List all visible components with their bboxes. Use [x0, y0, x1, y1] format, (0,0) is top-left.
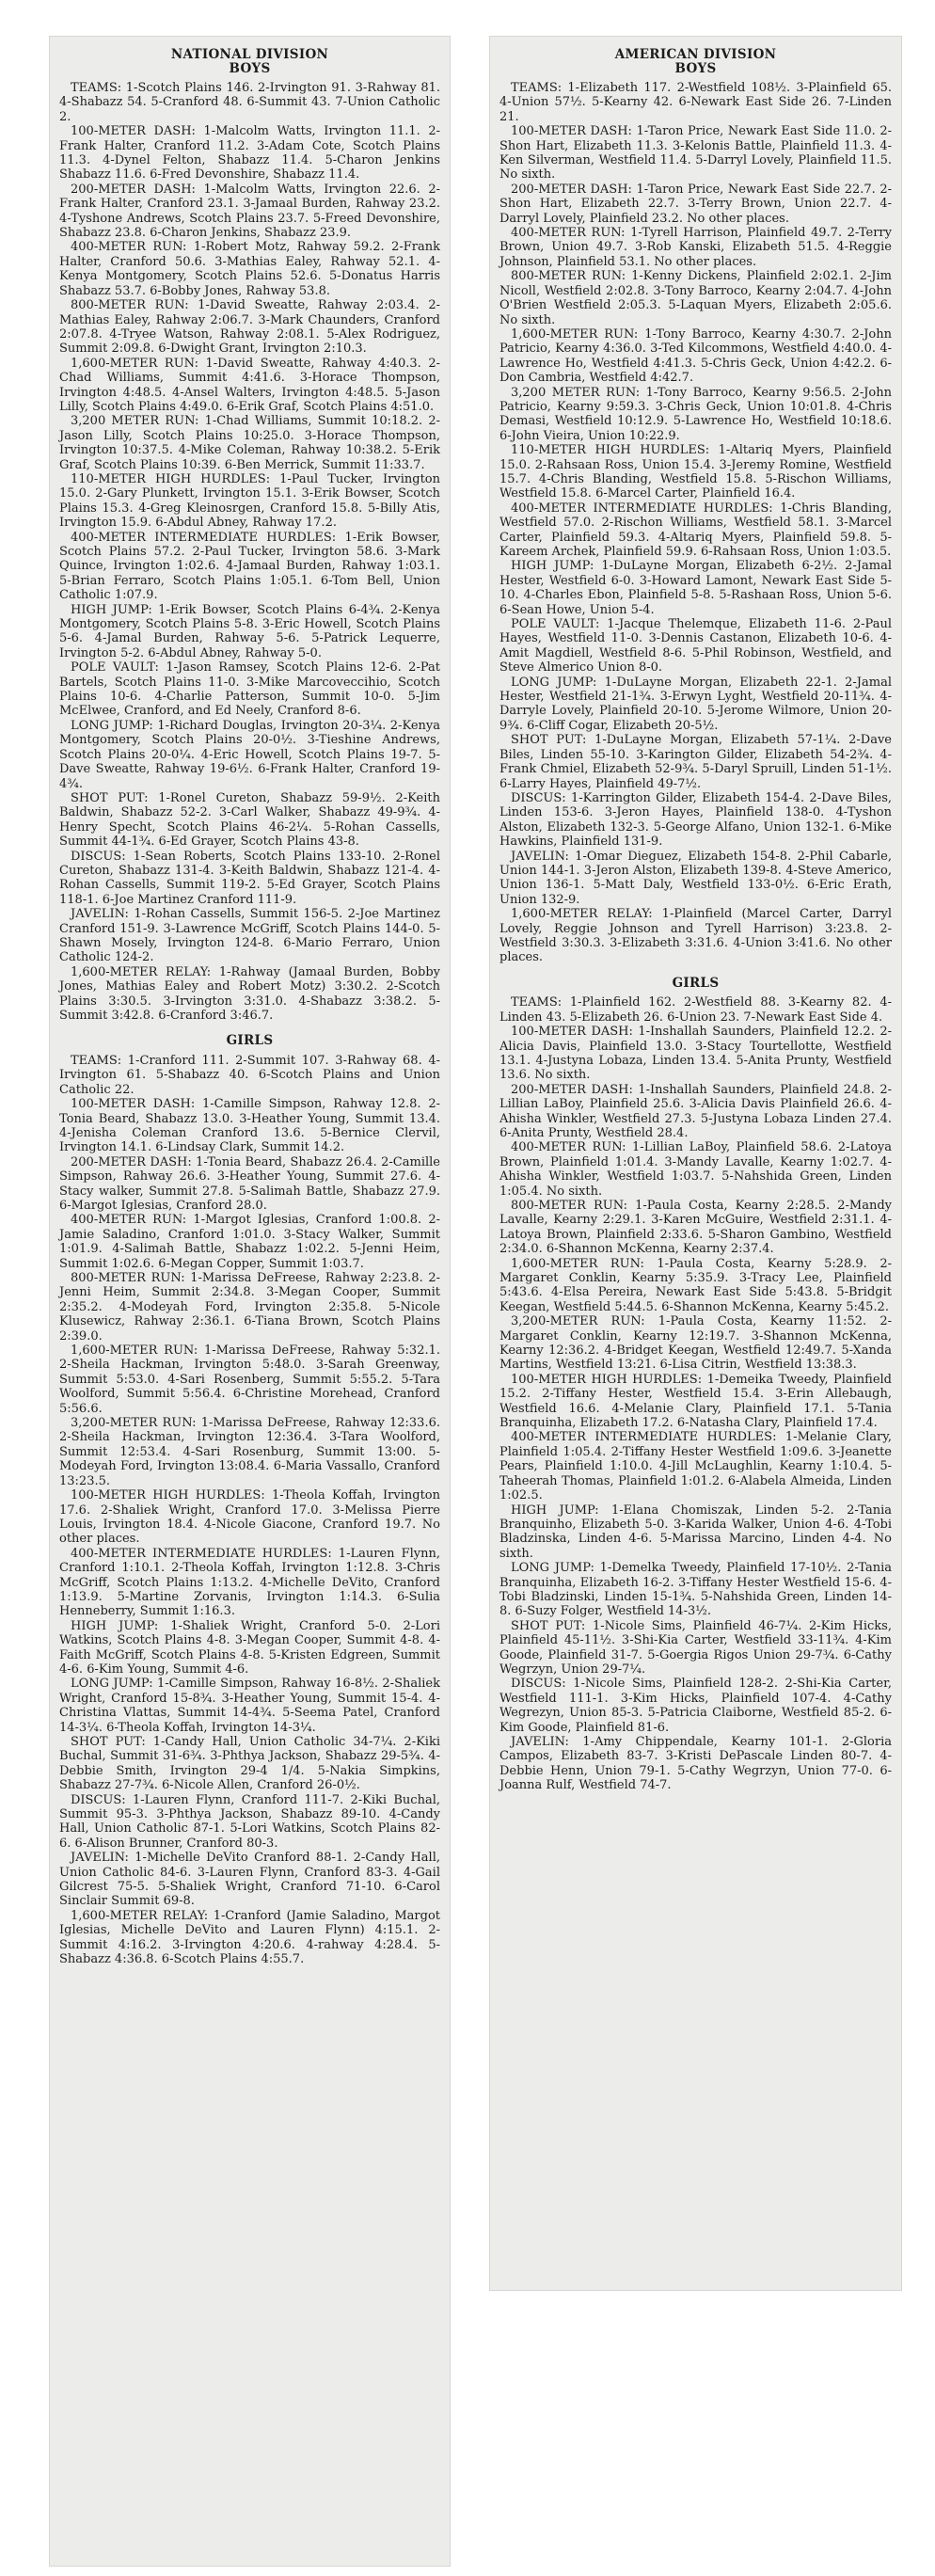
result-long-jump: LONG JUMP: 1-DuLayne Morgan, Elizabeth 22-1. 2-Jamal Hester, Westfield 21-1¾. 3-Erwyn Lyght, Westfield 20-11¾. 4-Darryle Lovely, Plainfield 20-10. 5-Jerome Wilmore, Union 20-9¾. 6-Cliff Cogar, Elizabeth 20-5½.	[499, 675, 892, 733]
result-high-jump: HIGH JUMP: 1-Shaliek Wright, Cranford 5-0. 2-Lori Watkins, Scotch Plains 4-8. 3-Megan Cooper, Summit 4-8. 4-Faith McGriff, Scotch Plains 4-8. 5-Kristen Edgreen, Summit 4-6. 6-Kim Young, Summit 4-6.	[59, 1618, 440, 1677]
national-division-heading	[59, 48, 440, 75]
result-discus: DISCUS: 1-Nicole Sims, Plainfield 128-2. 2-Shi-Kia Carter, Westfield 111-1. 3-Kim Hicks, Plainfield 107-4. 4-Cathy Wegrezyn, Union 85-3. 5-Patricia Claiborne, Westfield 85-2. 6-Kim Goode, Plainfield 81-6.	[499, 1677, 892, 1735]
result-100m-dash: 100-METER DASH: 1-Inshallah Saunders, Plainfield 12.2. 2-Alicia Davis, Plainfield 13.0. 3-Stacy Tourtellotte, Westfield 13.1. 4-Justyna Lobaza, Linden 13.4. 5-Anita Prunty, Westfield 13.6. No sixth.	[499, 1025, 892, 1083]
result-long-jump: LONG JUMP: 1-Camille Simpson, Rahway 16-8½. 2-Shaliek Wright, Cranford 15-8¾. 3-Heather Young, Summit 15-4. 4-Christina Vlattas, Summit 14-4¾. 5-Seema Patel, Cranford 14-3¼. 6-Theola Koffah, Irvington 14-3¼.	[59, 1677, 440, 1735]
result-200m-dash: 200-METER DASH: 1-Inshallah Saunders, Plainfield 24.8. 2-Lillian LaBoy, Plainfield 25.6. 3-Alicia Davis Plainfield 26.6. 4-Ahisha Winkler, Westfield 27.3. 5-Justyna Lobaza Linden 27.4. 6-Anita Prunty, Westfield 28.4.	[499, 1082, 892, 1140]
result-3200m-run: 3,200-METER RUN: 1-Paula Costa, Kearny 11:52. 2-Margaret Conklin, Kearny 12:19.7. 3-Shannon McKenna, Kearny 12:36.2. 4-Bridget Keegan, Westfield 12:49.7. 5-Xanda Martins, Westfield 13:21. 6-Lisa Citrin, Westfield 13:38.3.	[499, 1314, 892, 1373]
result-200m-dash: 200-METER DASH: 1-Malcolm Watts, Irvington 22.6. 2-Frank Halter, Cranford 23.1. 3-Jamaal Burden, Rahway 23.2. 4-Tyshone Andrews, Scotch Plains 23.7. 5-Freed Devonshire, Shabazz 23.8. 6-Charon Jenkins, Shabazz 23.9.	[59, 182, 440, 241]
result-1600m-run: 1,600-METER RUN: 1-David Sweatte, Rahway 4:40.3. 2-Chad Williams, Summit 4:41.6. 3-Horace Thompson, Irvington 4:48.5. 4-Ansel Walters, Irvington 4:48.5. 5-Jason Lilly, Scotch Plains 4:49.0. 6-Erik Graf, Scotch Plains 4:51.0.	[59, 356, 440, 414]
result-400m-run: 400-METER RUN: 1-Lillian LaBoy, Plainfield 58.6. 2-Latoya Brown, Plainfield 1:01.4. 3-Mandy Lavalle, Kearny 1:02.7. 4-Ahisha Winkler, Westfield 1:03.7. 5-Nahshida Green, Linden 1:05.4. No sixth.	[499, 1140, 892, 1199]
american-girls-heading: GIRLS	[672, 975, 720, 991]
result-100m-dash: 100-METER DASH: 1-Malcolm Watts, Irvington 11.1. 2-Frank Halter, Cranford 11.2. 3-Adam Cote, Scotch Plains 11.3. 4-Dynel Felton, Shabazz 11.4. 5-Charon Jenkins Shabazz 11.6. 6-Fred Devonshire, Shabazz 11.4.	[59, 124, 440, 183]
result-800m-run: 800-METER RUN: 1-Marissa DeFreese, Rahway 2:23.8. 2-Jenni Heim, Summit 2:34.8. 3-Megan Cooper, Summit 2:35.2. 4-Modeyah Ford, Irvington 2:35.8. 5-Nicole Klusewicz, Rahway 2:36.1. 6-Tiana Brown, Scotch Plains 2:39.0.	[59, 1271, 440, 1344]
result-1600m-relay: 1,600-METER RELAY: 1-Plainfield (Marcel Carter, Darryl Lovely, Reggie Johnson and Tyrell Harrison) 3:23.8. 2-Westfield 3:30.3. 3-Elizabeth 3:31.6. 4-Union 3:41.6. No other places.	[499, 907, 892, 965]
result-teams: TEAMS: 1-Scotch Plains 146. 2-Irvington 91. 3-Rahway 81. 4-Shabazz 54. 5-Cranford 48. 6-Summit 43. 7-Union Catholic 2.	[59, 81, 440, 124]
result-javelin: JAVELIN: 1-Amy Chippendale, Kearny 101-1. 2-Gloria Campos, Elizabeth 83-7. 3-Kristi DePascale Linden 80-7. 4-Debbie Henn, Union 79-1. 5-Cathy Wegrzyn, Union 77-0. 6-Joanna Rulf, Westfield 74-7.	[499, 1735, 892, 1793]
result-3200m-run: 3,200 METER RUN: 1-Tony Barroco, Kearny 9:56.5. 2-John Patricio, Kearny 9:59.3. 3-Chris Geck, Union 10:01.8. 4-Chris Demasi, Westfield 10:12.9. 5-Lawrence Ho, Westfield 10:18.6. 6-John Vieira, Union 10:22.9.	[499, 385, 892, 443]
american-girls-results	[499, 995, 892, 1792]
result-110m-high-hurdles: 110-METER HIGH HURDLES: 1-Altariq Myers, Plainfield 15.0. 2-Rahsaan Ross, Union 15.4. 3-Jeremy Romine, Westfield 15.7. 4-Chris Blanding, Westfield 15.8. 5-Rischon Williams, Westfield 15.8. 6-Marcel Carter, Plainfield 16.4.	[499, 443, 892, 501]
result-shot-put: SHOT PUT: 1-Nicole Sims, Plainfield 46-7¼. 2-Kim Hicks, Plainfield 45-11½. 3-Shi-Kia Carter, Westfield 33-11¾. 4-Kim Goode, Plainfield 31-7. 5-Goergia Rigos Union 29-7¾. 6-Cathy Wegrzyn, Union 29-7¼.	[499, 1618, 892, 1677]
result-1600m-run: 1,600-METER RUN: 1-Tony Barroco, Kearny 4:30.7. 2-John Patricio, Kearny 4:36.0. 3-Ted Kilcommons, Westfield 4:40.0. 4-Lawrence Ho, Westfield 4:41.3. 5-Chris Geck, Union 4:42.2. 6-Don Cambria, Westfield 4:42.7.	[499, 326, 892, 386]
result-javelin: JAVELIN: 1-Rohan Cassells, Summit 156-5. 2-Joe Martinez Cranford 151-9. 3-Lawrence McGriff, Scotch Plains 144-0. 5-Shawn Mosely, Irvington 124-8. 6-Mario Ferraro, Union Catholic 124-2.	[59, 907, 440, 965]
american-division-results-clipping	[489, 36, 902, 2291]
result-400m-run: 400-METER RUN: 1-Tyrell Harrison, Plainfield 49.7. 2-Terry Brown, Union 49.7. 3-Rob Kanski, Elizabeth 51.5. 4-Reggie Johnson, Plainfield 53.1. No other places.	[499, 226, 892, 269]
national-division-results-clipping	[49, 36, 451, 2567]
result-discus: DISCUS: 1-Karrington Gilder, Elizabeth 154-4. 2-Dave Biles, Linden 153-6. 3-Jeron Hayes, Plainfield 138-0. 4-Tyshon Alston, Elizabeth 132-3. 5-George Alfano, Union 132-1. 6-Mike Hawkins, Plainfield 131-9.	[499, 790, 892, 850]
result-long-jump: LONG JUMP: 1-Demelka Tweedy, Plainfield 17-10½. 2-Tania Branquinha, Elizabeth 16-2. 3-Tiffany Hester Westfield 15-6. 4-Tobi Bladzinski, Linden 15-1¾. 5-Nahshida Green, Linden 14-8. 6-Suzy Folger, Westfield 14-3½.	[499, 1561, 892, 1619]
result-400m-run: 400-METER RUN: 1-Robert Motz, Rahway 59.2. 2-Frank Halter, Cranford 50.6. 3-Mathias Ealey, Rahway 52.1. 4-Kenya Montgomery, Scotch Plains 52.6. 5-Donatus Harris Shabazz 53.7. 6-Bobby Jones, Rahway 53.8.	[59, 240, 440, 298]
result-110m-high-hurdles: 110-METER HIGH HURDLES: 1-Paul Tucker, Irvington 15.0. 2-Gary Plunkett, Irvington 15.1. 3-Erik Bowser, Scotch Plains 15.3. 4-Greg Kleinosrgen, Cranford 15.8. 5-Billy Atis, Irvington 15.9. 6-Abdul Abney, Rahway 17.2.	[59, 471, 440, 531]
result-100m-high-hurdles: 100-METER HIGH HURDLES: 1-Theola Koffah, Irvington 17.6. 2-Shaliek Wright, Cranford 17.0. 3-Melissa Pierre Louis, Irvington 18.4. 4-Nicole Giacone, Cranford 19.7. No other places.	[59, 1488, 440, 1547]
result-shot-put: SHOT PUT: 1-DuLayne Morgan, Elizabeth 57-1¼. 2-Dave Biles, Linden 55-10. 3-Karington Gilder, Elizabeth 54-2¾. 4-Frank Chmiel, Elizabeth 52-9¾. 5-Daryl Spruill, Linden 51-1½. 6-Larry Hayes, Plainfield 49-7½.	[499, 733, 892, 791]
result-3200m-run: 3,200-METER RUN: 1-Marissa DeFreese, Rahway 12:33.6. 2-Sheila Hackman, Irvington 12:36.4. 3-Tara Woolford, Summit 12:53.4. 4-Sari Rosenburg, Summit 13:00. 5-Modeyah Ford, Irvington 13:08.4. 6-Maria Vassallo, Cranford 13:23.5.	[59, 1416, 440, 1488]
result-3200m-run: 3,200 METER RUN: 1-Chad Williams, Summit 10:18.2. 2-Jason Lilly, Scotch Plains 10:25.0. 3-Horace Thompson, Irvington 10:37.5. 4-Mike Coleman, Rahway 10:38.2. 5-Erik Graf, Scotch Plains 10:39. 6-Ben Merrick, Summit 11:33.7.	[59, 414, 440, 472]
result-400m-intermediate-hurdles: 400-METER INTERMEDIATE HURDLES: 1-Erik Bowser, Scotch Plains 57.2. 2-Paul Tucker, Irvington 58.6. 3-Mark Quince, Irvington 1:02.6. 4-Jamaal Burden, Rahway 1:03.1. 5-Brian Ferraro, Scotch Plains 1:05.1. 6-Tom Bell, Union Catholic 1:07.9.	[59, 530, 440, 603]
result-high-jump: HIGH JUMP: 1-Erik Bowser, Scotch Plains 6-4¾. 2-Kenya Montgomery, Scotch Plains 5-8. 3-Eric Howell, Scotch Plains 5-6. 4-Jamal Burden, Rahway 5-6. 5-Patrick Lequerre, Irvington 5-2. 6-Abdul Abney, Rahway 5-0.	[59, 602, 440, 660]
result-javelin: JAVELIN: 1-Michelle DeVito Cranford 88-1. 2-Candy Hall, Union Catholic 84-6. 3-Lauren Flynn, Cranford 83-3. 4-Gail Gilcrest 75-5. 5-Shaliek Wright, Cranford 71-10. 6-Carol Sinclair Summit 69-8.	[59, 1851, 440, 1909]
result-400m-intermediate-hurdles: 400-METER INTERMEDIATE HURDLES: 1-Chris Blanding, Westfield 57.0. 2-Rischon Williams, Westfield 58.1. 3-Marcel Carter, Plainfield 59.3. 4-Altariq Myers, Plainfield 59.8. 5-Kareem Archek, Plainfield 59.9. 6-Rahsaan Ross, Union 1:03.5.	[499, 501, 892, 559]
result-long-jump: LONG JUMP: 1-Richard Douglas, Irvington 20-3¼. 2-Kenya Montgomery, Scotch Plains 20-0½. 3-Tieshine Andrews, Scotch Plains 20-0¼. 4-Eric Howell, Scotch Plains 19-7. 5-Dave Sweatte, Rahway 19-6½. 6-Frank Halter, Cranford 19-4¾.	[59, 718, 440, 791]
division-title: AMERICAN DIVISION	[614, 47, 777, 62]
result-teams: TEAMS: 1-Plainfield 162. 2-Westfield 88. 3-Kearny 82. 4-Linden 43. 5-Elizabeth 26. 6-Union 23. 7-Newark East Side 4.	[499, 995, 892, 1025]
division-title: NATIONAL DIVISION	[170, 47, 329, 62]
result-teams: TEAMS: 1-Elizabeth 117. 2-Westfield 108½. 3-Plainfield 65. 4-Union 57½. 5-Kearny 42. 6-Newark East Side 26. 7-Linden 21.	[499, 81, 892, 124]
result-800m-run: 800-METER RUN: 1-David Sweatte, Rahway 2:03.4. 2-Mathias Ealey, Rahway 2:06.7. 3-Mark Chaunders, Cranford 2:07.8. 4-Tryee Watson, Rahway 2:08.1. 5-Alex Rodriguez, Summit 2:09.8. 6-Dwight Grant, Irvington 2:10.3.	[59, 298, 440, 357]
result-100m-dash: 100-METER DASH: 1-Taron Price, Newark East Side 11.0. 2-Shon Hart, Elizabeth 11.3. 3-Kelonis Battle, Plainfield 11.3. 4-Ken Silverman, Westfield 11.4. 5-Darryl Lovely, Plainfield 11.5. No sixth.	[499, 124, 892, 183]
result-100m-high-hurdles: 100-METER HIGH HURDLES: 1-Demeika Tweedy, Plainfield 15.2. 2-Tiffany Hester, Westfield 15.4. 3-Erin Allebaugh, Westfield 16.6. 4-Melanie Clary, Plainfield 17.1. 5-Tania Branquinha, Elizabeth 17.2. 6-Natasha Clary, Plainfield 17.4.	[499, 1372, 892, 1431]
result-400m-run: 400-METER RUN: 1-Margot Iglesias, Cranford 1:00.8. 2-Jamie Saladino, Cranford 1:01.0. 3-Stacy Walker, Summit 1:01.9. 4-Salimah Battle, Shabazz 1:02.2. 5-Jenni Heim, Summit 1:02.6. 6-Megan Copper, Summit 1:03.7.	[59, 1213, 440, 1271]
result-1600m-relay: 1,600-METER RELAY: 1-Cranford (Jamie Saladino, Margot Iglesias, Michelle DeVito and Lauren Flynn) 4:15.1. 2-Summit 4:16.2. 3-Irvington 4:20.6. 4-rahway 4:28.4. 5-Shabazz 4:36.8. 6-Scotch Plains 4:55.7.	[59, 1908, 440, 1967]
result-800m-run: 800-METER RUN: 1-Kenny Dickens, Plainfield 2:02.1. 2-Jim Nicoll, Westfield 2:02.8. 3-Tony Barroco, Kearny 2:04.7. 4-John O'Brien Westfield 2:05.3. 5-Laquan Myers, Elizabeth 2:05.6. No sixth.	[499, 269, 892, 327]
result-1600m-run: 1,600-METER RUN: 1-Marissa DeFreese, Rahway 5:32.1. 2-Sheila Hackman, Irvington 5:48.0. 3-Sarah Greenway, Summit 5:53.0. 4-Sari Rosenberg, Summit 5:55.2. 5-Tara Woolford, Summit 5:56.4. 6-Christine Morehead, Cranford 5:56.6.	[59, 1344, 440, 1416]
american-boys-results	[499, 81, 892, 965]
result-1600m-run: 1,600-METER RUN: 1-Paula Costa, Kearny 5:28.9. 2-Margaret Conklin, Kearny 5:35.9. 3-Tracy Lee, Plainfield 5:43.6. 4-Elsa Pereira, Newark East Side 5:43.8. 5-Bridgit Keegan, Westfield 5:44.5. 6-Shannon McKenna, Kearny 5:45.2.	[499, 1256, 892, 1314]
result-pole-vault: POLE VAULT: 1-Jacque Thelemque, Elizabeth 11-6. 2-Paul Hayes, Westfield 11-0. 3-Dennis Castanon, Elizabeth 10-6. 4-Amit Magdiell, Westfield 8-6. 5-Phil Robinson, Westfield, and Steve Almerico Union 8-0.	[499, 617, 892, 676]
result-400m-intermediate-hurdles: 400-METER INTERMEDIATE HURDLES: 1-Melanie Clary, Plainfield 1:05.4. 2-Tiffany Hester Westfield 1:09.6. 3-Jeanette Pears, Plainfield 1:10.0. 4-Jill McLaughlin, Kearny 1:10.4. 5-Taheerah Thomas, Plainfield 1:01.2. 6-Alabela Almeida, Linden 1:02.5.	[499, 1430, 892, 1503]
american-division-heading	[499, 48, 892, 75]
boys-subheading: BOYS	[229, 60, 271, 76]
result-high-jump: HIGH JUMP: 1-DuLayne Morgan, Elizabeth 6-2½. 2-Jamal Hester, Westfield 6-0. 3-Howard Lamont, Newark East Side 5-10. 4-Charles Ebon, Plainfield 5-8. 5-Rashaan Ross, Union 5-6. 6-Sean Howe, Union 5-4.	[499, 559, 892, 617]
boys-subheading: BOYS	[674, 60, 717, 76]
result-200m-dash: 200-METER DASH: 1-Taron Price, Newark East Side 22.7. 2-Shon Hart, Elizabeth 22.7. 3-Terry Brown, Union 22.7. 4-Darryl Lovely, Plainfield 23.2. No other places.	[499, 182, 892, 226]
national-girls-results	[59, 1054, 440, 1967]
result-pole-vault: POLE VAULT: 1-Jason Ramsey, Scotch Plains 12-6. 2-Pat Bartels, Scotch Plains 11-0. 3-Mike Marcoveccihio, Scotch Plains 10-6. 4-Charlie Patterson, Summit 10-0. 5-Jim McElwee, Cranford, and Ed Neely, Cranford 8-6.	[59, 660, 440, 719]
result-200m-dash: 200-METER DASH: 1-Tonia Beard, Shabazz 26.4. 2-Camille Simpson, Rahway 26.6. 3-Heather Young, Summit 27.6. 4-Stacy walker, Summit 27.8. 5-Salimah Battle, Shabazz 27.9. 6-Margot Iglesias, Cranford 28.0.	[59, 1154, 440, 1213]
result-javelin: JAVELIN: 1-Omar Dieguez, Elizabeth 154-8. 2-Phil Cabarle, Union 144-1. 3-Jeron Alston, Elizabeth 139-8. 4-Steve Americo, Union 136-1. 5-Matt Daly, Westfield 133-0½. 6-Eric Erath, Union 132-9.	[499, 849, 892, 907]
national-girls-heading: GIRLS	[226, 1033, 274, 1049]
result-discus: DISCUS: 1-Lauren Flynn, Cranford 111-7. 2-Kiki Buchal, Summit 95-3. 3-Phthya Jackson, Shabazz 89-10. 4-Candy Hall, Union Catholic 87-1. 5-Lori Watkins, Scotch Plains 82-6. 6-Alison Brunner, Cranford 80-3.	[59, 1792, 440, 1851]
result-shot-put: SHOT PUT: 1-Candy Hall, Union Catholic 34-7¼. 2-Kiki Buchal, Summit 31-6¾. 3-Phthya Jackson, Shabazz 29-5¾. 4-Debbie Smith, Irvington 29-4 1/4. 5-Nakia Simpkins, Shabazz 27-7¾. 6-Nicole Allen, Cranford 26-0½.	[59, 1735, 440, 1793]
result-high-jump: HIGH JUMP: 1-Elana Chomiszak, Linden 5-2. 2-Tania Branquinho, Elizabeth 5-0. 3-Karida Walker, Union 4-6. 4-Tobi Bladzinska, Linden 4-6. 5-Marissa Marcino, Linden 4-4. No sixth.	[499, 1503, 892, 1561]
result-100m-dash: 100-METER DASH: 1-Camille Simpson, Rahway 12.8. 2-Tonia Beard, Shabazz 13.0. 3-Heather Young, Summit 13.4. 4-Jenisha Coleman Cranford 13.6. 5-Bernice Clervil, Irvington 14.1. 6-Lindsay Clark, Summit 14.2.	[59, 1097, 440, 1155]
national-boys-results	[59, 81, 440, 1023]
result-800m-run: 800-METER RUN: 1-Paula Costa, Kearny 2:28.5. 2-Mandy Lavalle, Kearny 2:29.1. 3-Karen McGuire, Westfield 2:31.1. 4-Latoya Brown, Plainfield 2:33.6. 5-Sharon Gambino, Westfield 2:34.0. 6-Shannon McKenna, Kearny 2:37.4.	[499, 1198, 892, 1257]
result-400m-intermediate-hurdles: 400-METER INTERMEDIATE HURDLES: 1-Lauren Flynn, Cranford 1:10.1. 2-Theola Koffah, Irvington 1:12.8. 3-Chris McGriff, Scotch Plains 1:13.2. 4-Michelle DeVito, Cranford 1:13.9. 5-Martine Zorvanis, Irvington 1:14.3. 6-Sulia Henneberry, Summit 1:16.3.	[59, 1546, 440, 1619]
result-discus: DISCUS: 1-Sean Roberts, Scotch Plains 133-10. 2-Ronel Cureton, Shabazz 131-4. 3-Keith Baldwin, Shabazz 121-4. 4-Rohan Cassells, Summit 119-2. 5-Ed Grayer, Scotch Plains 118-1. 6-Joe Martinez Cranford 111-9.	[59, 849, 440, 907]
result-1600m-relay: 1,600-METER RELAY: 1-Rahway (Jamaal Burden, Bobby Jones, Mathias Ealey and Robert Motz) 3:30.2. 2-Scotch Plains 3:30.5. 3-Irvington 3:31.0. 4-Shabazz 3:38.2. 5-Summit 3:42.8. 6-Cranford 3:46.7.	[59, 964, 440, 1023]
result-shot-put: SHOT PUT: 1-Ronel Cureton, Shabazz 59-9½. 2-Keith Baldwin, Shabazz 52-2. 3-Carl Walker, Shabazz 49-9¾. 4-Henry Specht, Scotch Plains 46-2¼. 5-Rohan Cassells, Summit 44-1¾. 6-Ed Grayer, Scotch Plains 43-8.	[59, 790, 440, 850]
result-teams: TEAMS: 1-Cranford 111. 2-Summit 107. 3-Rahway 68. 4-Irvington 61. 5-Shabazz 40. 6-Scotch Plains and Union Catholic 22.	[59, 1053, 440, 1097]
